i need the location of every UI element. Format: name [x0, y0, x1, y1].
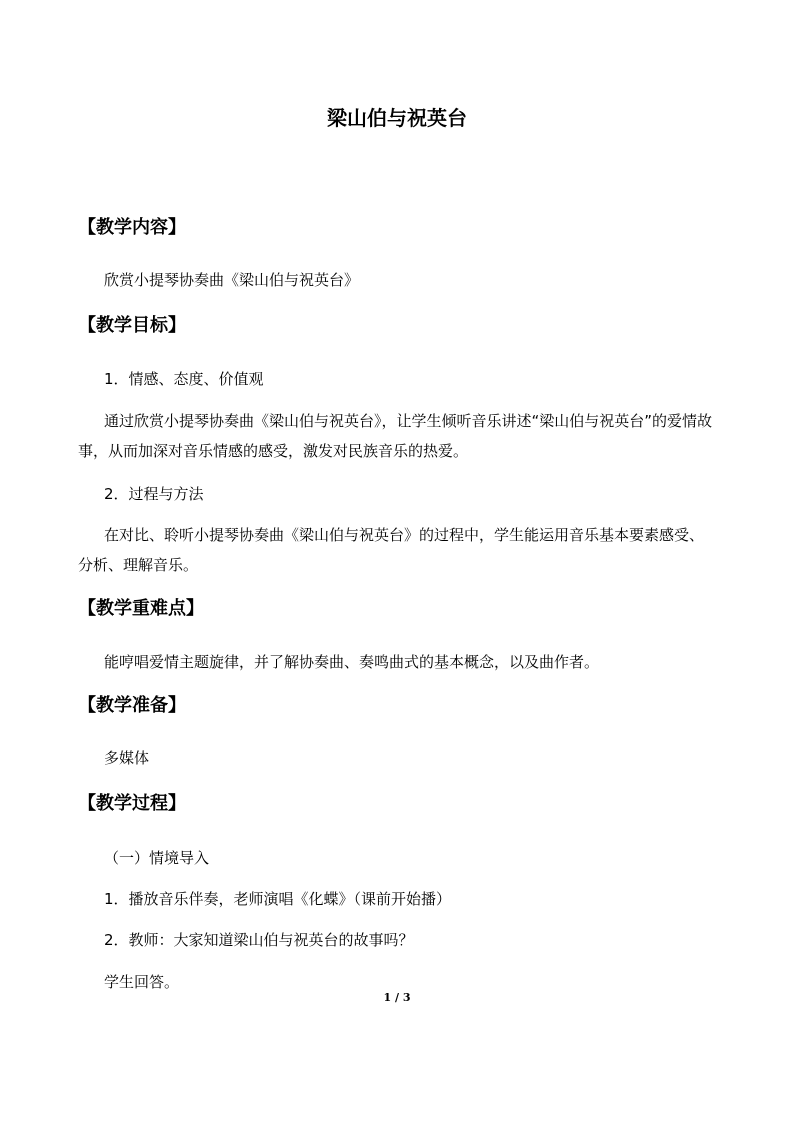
document-title: 梁山伯与祝英台: [327, 106, 467, 130]
paragraph: 1．情感、态度、价值观: [104, 370, 264, 388]
paragraph: 欣赏小提琴协奏曲《梁山伯与祝英台》: [104, 271, 360, 289]
paragraph: （一）情境导入: [104, 849, 210, 867]
section-heading-key-points: 【教学重难点】: [78, 598, 204, 619]
section-heading-objectives: 【教学目标】: [78, 315, 186, 336]
paragraph: 2．过程与方法: [104, 485, 204, 503]
paragraph: 1．播放音乐伴奏，老师演唱《化蝶》（课前开始播）: [104, 890, 452, 908]
section-heading-preparation: 【教学准备】: [78, 695, 186, 716]
paragraph: 多媒体: [104, 749, 150, 767]
paragraph: 在对比、聆听小提琴协奏曲《梁山伯与祝英台》的过程中，学生能运用音乐基本要素感受、分析、理解音乐。: [78, 526, 705, 574]
section-heading-process: 【教学过程】: [78, 793, 186, 814]
paragraph: 通过欣赏小提琴协奏曲《梁山伯与祝英台》，让学生倾听音乐讲述“梁山伯与祝英台”的爱情故事，从而加深对音乐情感的感受，激发对民族音乐的热爱。: [78, 412, 713, 460]
paragraph: 学生回答。: [104, 973, 180, 991]
paragraph: 能哼唱爱情主题旋律，并了解协奏曲、奏鸣曲式的基本概念，以及曲作者。: [104, 653, 600, 671]
page-number: 1 / 3: [383, 991, 411, 1004]
section-heading-content: 【教学内容】: [78, 217, 186, 238]
paragraph: 2．教师：大家知道梁山伯与祝英台的故事吗？: [104, 931, 414, 949]
